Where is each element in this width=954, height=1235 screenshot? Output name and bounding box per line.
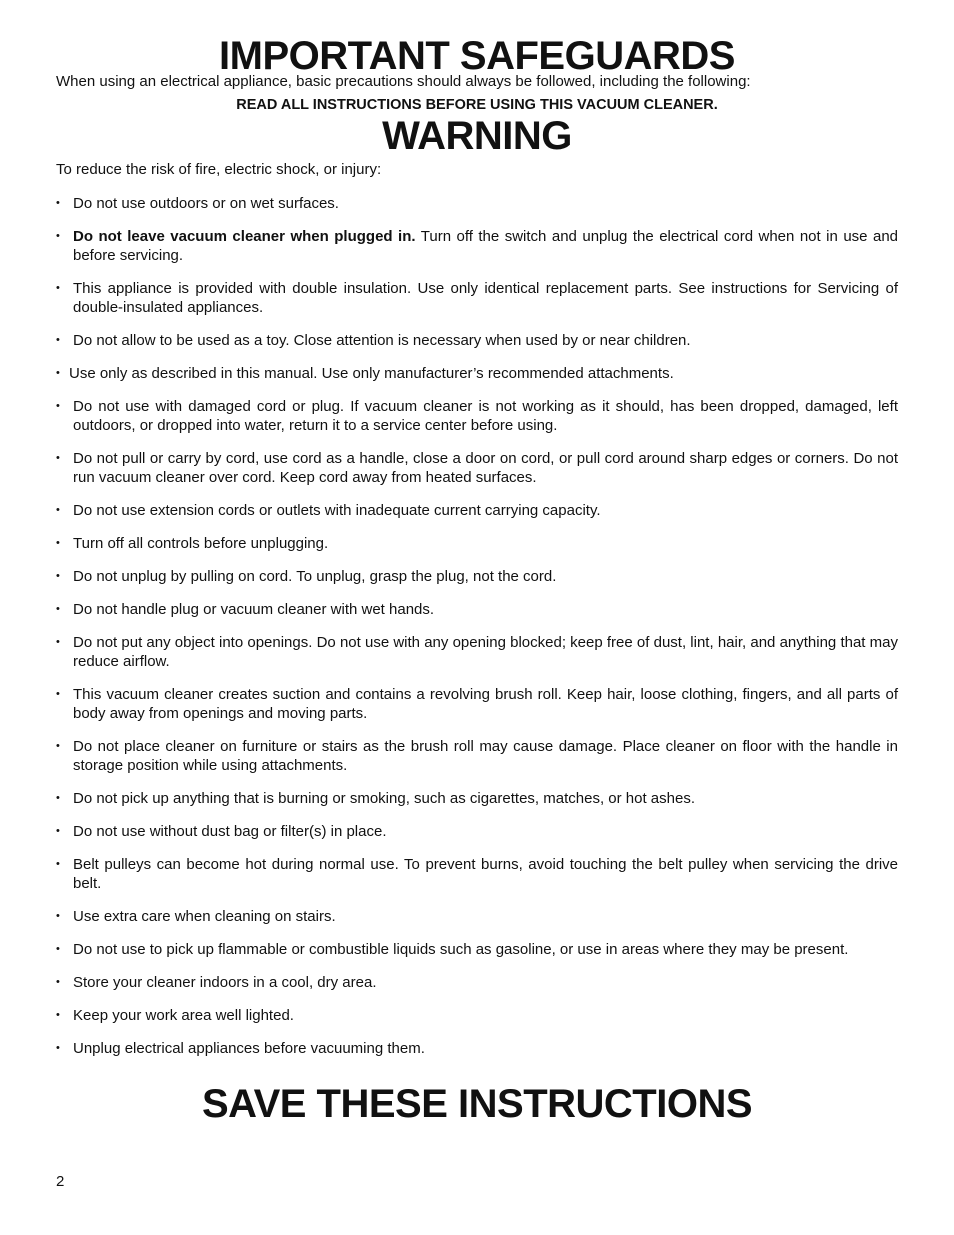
list-item-text: Do not use with damaged cord or plug. If vacuum cleaner is not working as it should, has been dropped, damaged, left outdoors, or dropped into water, return it to a service center before using. bbox=[73, 398, 898, 434]
risk-intro-text: To reduce the risk of fire, electric shock, or injury: bbox=[56, 161, 382, 178]
page-number: 2 bbox=[56, 1173, 65, 1190]
list-item bbox=[56, 1006, 898, 1025]
list-item bbox=[56, 600, 898, 619]
bullet-icon: • bbox=[56, 688, 60, 700]
list-item-text: Do not place cleaner on furniture or stairs as the brush roll may cause damage. Place cleaner on floor with the handle in storage position while using attachments. bbox=[73, 738, 898, 774]
read-all-notice: READ ALL INSTRUCTIONS BEFORE USING THIS VACUUM CLEANER. bbox=[236, 97, 718, 113]
list-item bbox=[56, 194, 898, 213]
list-item bbox=[56, 907, 898, 926]
list-item bbox=[56, 940, 898, 959]
list-item bbox=[56, 1039, 898, 1058]
bullet-icon: • bbox=[56, 740, 60, 752]
bullet-icon: • bbox=[56, 792, 60, 804]
list-item-text: Do not use without dust bag or filter(s) in place. bbox=[73, 823, 387, 840]
list-item bbox=[56, 331, 898, 350]
safeguard-list bbox=[56, 194, 898, 1072]
list-item bbox=[56, 973, 898, 992]
list-item-text: Do not put any object into openings. Do not use with any opening blocked; keep free of dust, lint, hair, and anything that may reduce airflow. bbox=[73, 634, 898, 670]
list-item-text: This vacuum cleaner creates suction and contains a revolving brush roll. Keep hair, loose clothing, fingers, and all parts of body away from openings and moving parts. bbox=[73, 686, 898, 722]
list-item bbox=[56, 449, 898, 487]
list-item bbox=[56, 279, 898, 317]
bullet-icon: • bbox=[56, 452, 60, 464]
list-item bbox=[56, 855, 898, 893]
warning-title: WARNING bbox=[382, 114, 572, 158]
list-item-text: Do not allow to be used as a toy. Close attention is necessary when used by or near children. bbox=[73, 332, 691, 349]
list-item bbox=[56, 737, 898, 775]
bullet-icon: • bbox=[56, 825, 60, 837]
bullet-icon: • bbox=[56, 334, 60, 346]
list-item bbox=[56, 227, 898, 265]
list-item-text: Use only as described in this manual. Use only manufacturer’s recommended attachments. bbox=[69, 365, 674, 382]
bullet-icon: • bbox=[56, 537, 60, 549]
page-title: IMPORTANT SAFEGUARDS bbox=[219, 34, 735, 78]
bullet-icon: • bbox=[56, 603, 60, 615]
list-item bbox=[56, 364, 898, 383]
bullet-icon: • bbox=[56, 858, 60, 870]
bullet-icon: • bbox=[56, 230, 60, 242]
list-item bbox=[56, 685, 898, 723]
list-item-text: Keep your work area well lighted. bbox=[73, 1007, 294, 1024]
list-item-text: Turn off the switch and unplug the electrical cord when not in use and before servicing. bbox=[73, 228, 898, 264]
list-item-text: Do not pull or carry by cord, use cord as a handle, close a door on cord, or pull cord around sharp edges or corners. Do not run vacuum cleaner over cord. Keep cord away from heated surfaces. bbox=[73, 450, 898, 486]
bullet-icon: • bbox=[56, 197, 60, 209]
list-item bbox=[56, 633, 898, 671]
bullet-icon: • bbox=[56, 976, 60, 988]
bullet-icon: • bbox=[56, 943, 60, 955]
list-item-text: Do not unplug by pulling on cord. To unplug, grasp the plug, not the cord. bbox=[73, 568, 557, 585]
list-item-text: Do not use to pick up flammable or combustible liquids such as gasoline, or use in areas where they may be present. bbox=[73, 941, 849, 958]
bullet-icon: • bbox=[56, 636, 60, 648]
bullet-icon: • bbox=[56, 1009, 60, 1021]
list-item-text: Use extra care when cleaning on stairs. bbox=[73, 908, 336, 925]
bullet-icon: • bbox=[56, 1042, 60, 1054]
list-item-text: Store your cleaner indoors in a cool, dry area. bbox=[73, 974, 377, 991]
list-item bbox=[56, 822, 898, 841]
list-item-text: This appliance is provided with double insulation. Use only identical replacement parts. See instructions for Servicing of double-insulated appliances. bbox=[73, 280, 898, 316]
list-item-text: Belt pulleys can become hot during normal use. To prevent burns, avoid touching the belt pulley when servicing the drive belt. bbox=[73, 856, 898, 892]
save-instructions-title: SAVE THESE INSTRUCTIONS bbox=[201, 1082, 753, 1126]
intro-text: When using an electrical appliance, basic precautions should always be followed, including the following: bbox=[56, 73, 751, 90]
list-item-text: Do not use extension cords or outlets with inadequate current carrying capacity. bbox=[73, 502, 601, 519]
list-item-text: Do not pick up anything that is burning or smoking, such as cigarettes, matches, or hot ashes. bbox=[73, 790, 695, 807]
bullet-icon: • bbox=[56, 282, 60, 294]
list-item-text: Do not handle plug or vacuum cleaner with wet hands. bbox=[73, 601, 435, 618]
list-item bbox=[56, 567, 898, 586]
list-item bbox=[56, 534, 898, 553]
bullet-icon: • bbox=[56, 570, 60, 582]
bullet-icon: • bbox=[56, 400, 60, 412]
list-item bbox=[56, 789, 898, 808]
list-item bbox=[56, 501, 898, 520]
list-item-text: Turn off all controls before unplugging. bbox=[73, 535, 329, 552]
bullet-icon: • bbox=[56, 910, 60, 922]
bullet-icon: • bbox=[56, 367, 60, 379]
list-item-text: Do not use outdoors or on wet surfaces. bbox=[73, 195, 339, 212]
list-item bbox=[56, 397, 898, 435]
bullet-icon: • bbox=[56, 504, 60, 516]
list-item-text: Unplug electrical appliances before vacuuming them. bbox=[73, 1040, 425, 1057]
list-item-lead: Do not leave vacuum cleaner when plugged in. bbox=[73, 228, 416, 245]
